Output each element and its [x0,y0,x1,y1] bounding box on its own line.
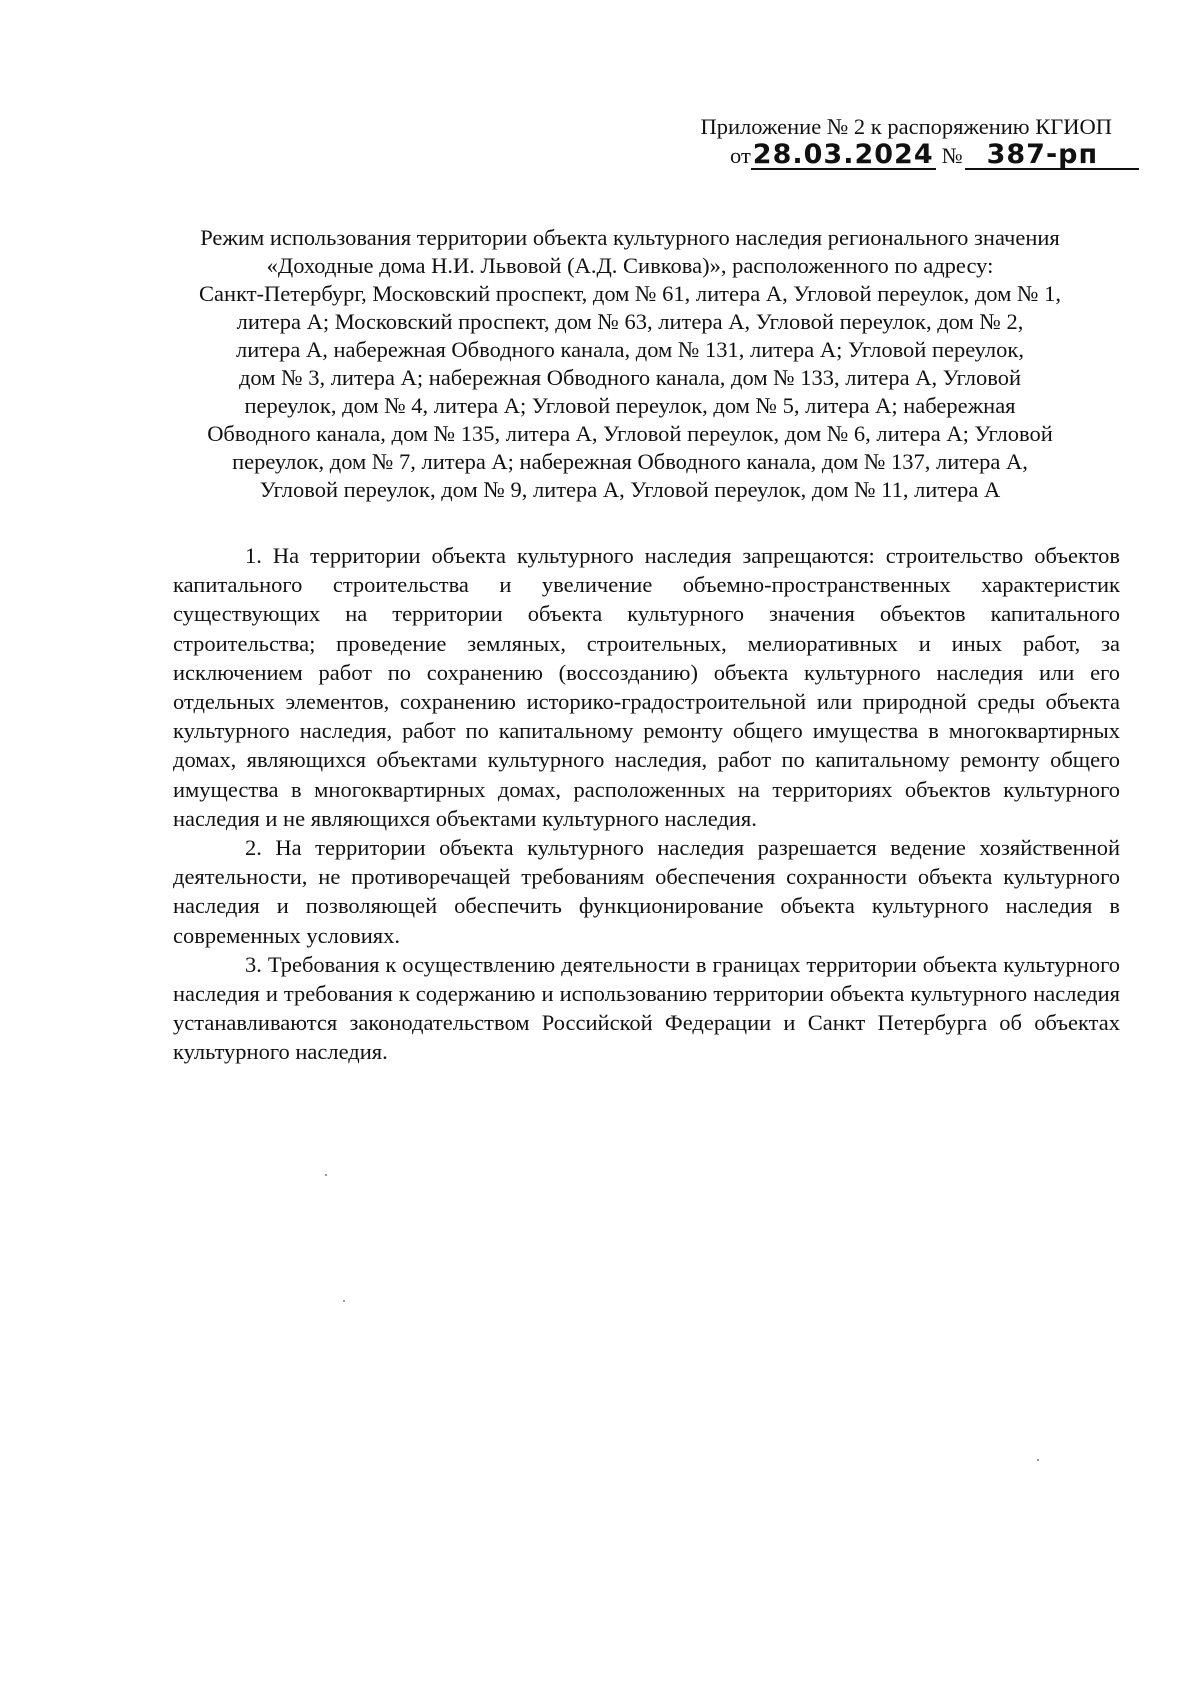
document-title [150,224,1110,504]
appendix-header [642,112,1112,170]
handwritten-order-number: 387-рп [965,142,1139,170]
number-label: № [941,143,963,168]
title-line: переулок, дом № 7, литера А; набережная Обводного канала, дом № 137, литера А, [232,449,1028,474]
title-line: переулок, дом № 4, литера А; Угловой переулок, дом № 5, литера А; набережная [244,393,1016,418]
paragraph-2: 2. На территории объекта культурного наследия разрешается ведение хозяйственной деятельности, не противоречащей требованиям обеспечения сохранности объекта культурного наследия и позволяющей обеспечить функционирование объекта культурного наследия в современных условиях. [173,835,1120,948]
scan-speck [325,1174,327,1176]
title-line: «Доходные дома Н.И. Львовой (А.Д. Сивкова)», расположенного по адресу: [266,253,994,278]
handwritten-date: 28.03.2024 [752,139,934,170]
document-body [173,541,1120,1067]
title-line: Угловой переулок, дом № 9, литера А, Угловой переулок, дом № 11, литера А [259,477,1001,502]
title-line: Санкт-Петербург, Московский проспект, дом № 61, литера А, Угловой переулок, дом № 1, [199,281,1061,306]
order-reference [642,141,1112,170]
scan-speck [1037,1459,1039,1461]
title-line: Обводного канала, дом № 135, литера А, Угловой переулок, дом № 6, литера А; Угловой [207,421,1053,446]
scan-speck [343,1300,345,1302]
title-line: литера А, набережная Обводного канала, дом № 131, литера А; Угловой переулок, [236,337,1024,362]
title-line: литера А; Московский проспект, дом № 63, литера А, Угловой переулок, дом № 2, [236,309,1024,334]
paragraph-3: 3. Требования к осуществлению деятельности в границах территории объекта культурного наследия и требования к содержанию и использованию территории объекта культурного наследия устанавливаются законодательством Российской Федерации и Санкт Петербурга об объектах культурного наследия. [173,951,1120,1065]
title-line: дом № 3, литера А; набережная Обводного канала, дом № 133, литера А, Угловой [238,365,1022,390]
paragraph-1: 1. На территории объекта культурного наследия запрещаются: строительство объектов капитального строительства и увеличение объемно-пространственных характеристик существующих на территории объекта культурного значения объектов капитального строительства; проведение земляных, строительных, мелиоративных и иных работ, за исключением работ по сохранению (воссозданию) объекта культурного наследия или его отдельных элементов, сохранению историко-градостроительной или природной среды объекта культурного наследия, работ по капитальному ремонту общего имущества в многоквартирных домах, являющихся объектами культурного наследия, работ по капитальному ремонту общего имущества в многоквартирных домах, расположенных на территориях объектов культурного наследия и не являющихся объектами культурного наследия. [173,543,1120,831]
appendix-line: Приложение № 2 к распоряжению КГИОП [700,114,1112,139]
from-label: от [730,143,751,168]
title-line: Режим использования территории объекта культурного наследия регионального значения [200,225,1060,250]
